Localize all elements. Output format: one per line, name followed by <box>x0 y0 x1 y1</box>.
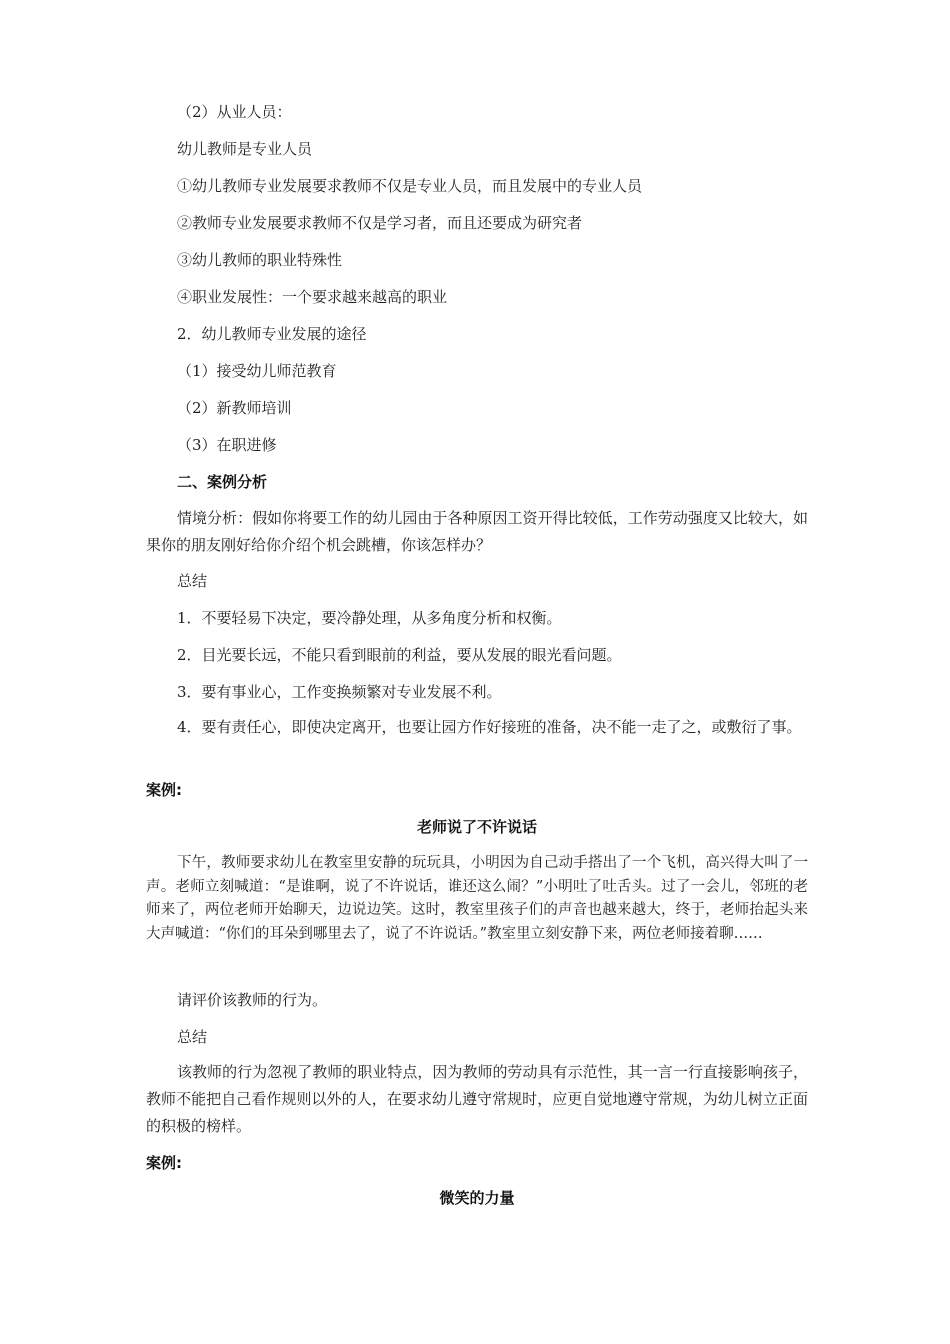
case-question: 请评价该教师的行为。 <box>177 991 328 1009</box>
item-path-1: （1）接受幼儿师范教育 <box>177 362 337 380</box>
case-label-2: 案例: <box>146 1154 182 1172</box>
summary-label: 总结 <box>177 572 208 590</box>
summary-point-3: 3．要有事业心，工作变换频繁对专业发展不利。 <box>177 683 502 701</box>
summary-point-2: 2．目光要长远，不能只看到眼前的利益，要从发展的眼光看问题。 <box>177 646 622 664</box>
case-story-paragraph: 下午，教师要求幼儿在教室里安静的玩玩具，小明因为自己动手搭出了一个飞机，高兴得大叫了一声。老师立刻喊道：“是谁啊，说了不许说话，谁还这么闹？”小明吐了吐舌头。过了一会儿，邻班的老师来了，两位老师开始聊天，边说边笑。这时，教室里孩子们的声音也越来越大，终于，老师抬起头来大声喊道：“你们的耳朵到哪里去了，说了不许说话。”教室里立刻安静下来，两位老师接着聊…… <box>146 855 808 942</box>
case-summary-label: 总结 <box>177 1028 208 1046</box>
case-label: 案例: <box>146 781 182 799</box>
summary-point-4: 4．要有责任心，即使决定离开，也要让园方作好接班的准备，决不能一走了之，或敷衍了事。 <box>177 718 802 736</box>
item-point-3: ③幼儿教师的职业特殊性 <box>177 251 343 269</box>
item-point-2: ②教师专业发展要求教师不仅是学习者，而且还要成为研究者 <box>177 214 583 232</box>
scenario-paragraph: 情境分析：假如你将要工作的幼儿园由于各种原因工资开得比较低，工作劳动强度又比较大，如果你的朋友刚好给你介绍个机会跳槽，你该怎样办？ <box>146 509 808 554</box>
case-title: 老师说了不许说话 <box>416 818 537 836</box>
item-path-3: （3）在职进修 <box>177 436 277 454</box>
item-point-4: ④职业发展性：一个要求越来越高的职业 <box>177 288 448 306</box>
section-heading-case-analysis: 二、案例分析 <box>177 473 268 491</box>
item-practitioners: （2）从业人员： <box>177 103 292 121</box>
summary-point-1: 1．不要轻易下决定，要冷静处理，从多角度分析和权衡。 <box>177 609 562 627</box>
case-summary-paragraph: 该教师的行为忽视了教师的职业特点，因为教师的劳动具有示范性，其一言一行直接影响孩子，教师不能把自己看作规则以外的人，在要求幼儿遵守常规时，应更自觉地遵守常规，为幼儿树立正面的积极的榜样。 <box>146 1063 808 1135</box>
item-development-paths: 2．幼儿教师专业发展的途径 <box>177 325 367 343</box>
item-professional-staff: 幼儿教师是专业人员 <box>177 140 313 158</box>
item-point-1: ①幼儿教师专业发展要求教师不仅是专业人员，而且发展中的专业人员 <box>177 177 643 195</box>
item-path-2: （2）新教师培训 <box>177 399 292 417</box>
case-title-2: 微笑的力量 <box>439 1189 515 1207</box>
